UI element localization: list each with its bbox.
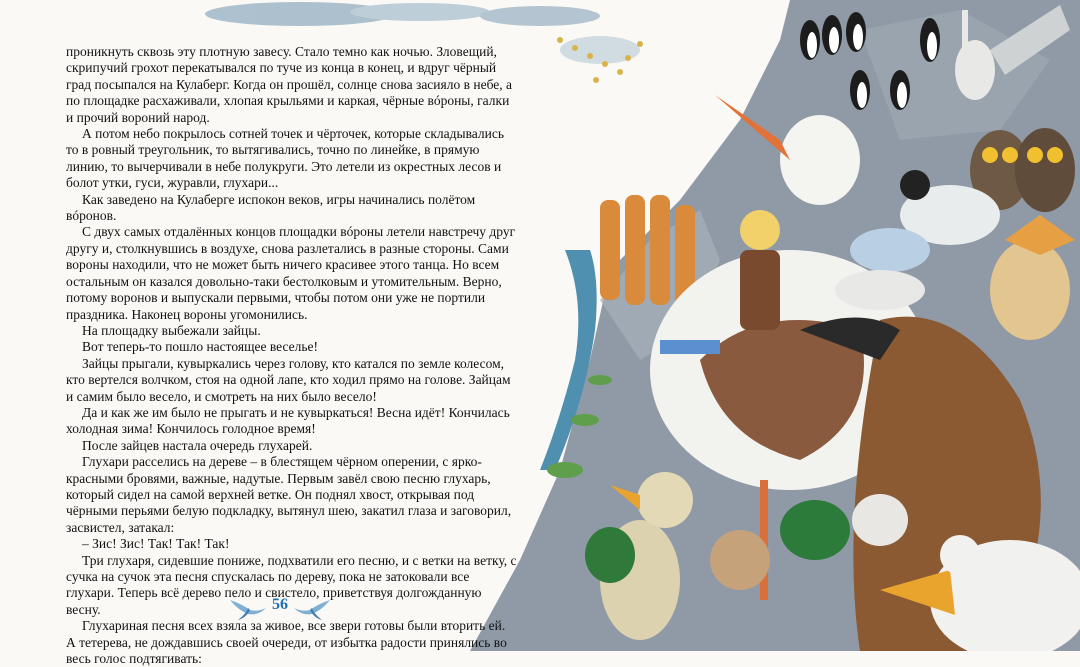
page-number-block (228, 590, 332, 622)
paragraph: Да и как же им было не прыгать и не кувыркаться! Весна идёт! Кончилась холодная зима! Кончилось голодное время! (66, 404, 510, 437)
story-text (66, 44, 518, 667)
paragraph: А потом небо покрылось сотней точек и чёрточек, которые складывались то в ровный треугольник, то вытягивались, точно по линейке, в прямую линию, то вычерчивали в небе полукруги. Это летели из окрестных лесов и болот утки, гуси, журавли, глухари... (66, 126, 504, 191)
swallow-icon-left (228, 592, 268, 622)
paragraph: Глухариная песня всех взяла за живое, все звери готовы были вторить ей. А тетерева, не дождавшись своей очереди, от избытка радости принялись во весь голос подтягивать: (66, 618, 507, 667)
paragraph: – Зис! Зис! Так! Так! Так! (82, 536, 230, 552)
paragraph: Глухари расселись на дереве – в блестящем чёрном оперении, с ярко-красными бровями, важные, надутые. Первым завёл свою песню глухарь, который сидел на самой верхней ветке. Он поднял хвост, открывая под чёрными перьями белую подкладку, вытянул шею, закатил глаза и заговорил, засвистел, затакал: (66, 454, 512, 535)
paragraph: После зайцев настала очередь глухарей. (82, 437, 313, 453)
paragraph: Три глухаря, сидевшие пониже, подхватили его песню, и с ветки на ветку, с сучка на сучок эта песня спускалась по дереву, пока не затоковали все глухари. Теперь всё дерево пело и свистело, приветствуя долгожданную весну. (66, 552, 517, 617)
paragraph: На площадку выбежали зайцы. (82, 322, 261, 338)
paragraph: С двух самых отдалённых концов площадки вóроны летели навстречу друг другу и, столкнувшись в воздухе, снова разлетались в разные стороны. Сами вороны находили, что не может быть ничего красивее этого танца. Но всем остальным он казался довольно-таки бестолковым и утомительным. Верно, потому воронов и выпускали первыми, чтобы потом они уже не портили праздника. Наконец вороны угомонились. (66, 224, 516, 322)
paragraph: Зайцы прыгали, кувыркались через голову, кто катался по земле колесом, кто вертелся волчком, стоя на одной лапе, кто ходил прямо на голове. Зайцам и самим было весело, и смотреть на них было весело! (66, 355, 511, 404)
swallow-icon-right (292, 592, 332, 622)
paragraph: Как заведено на Кулаберге испокон веков, игры начинались полётом вóронов. (66, 191, 476, 224)
page-number: 56 (272, 596, 288, 613)
paragraph: проникнуть сквозь эту плотную завесу. Стало темно как ночью. Зловещий, скрипучий грохот перекатывался по туче из конца в конец, и вдруг чёрный град посыпался на Кулаберг. Когда он прошёл, солнце снова засияло в небе, а по площадке расхаживали, хлопая крыльями и каркая, чёрные вóроны, галки и прочий вороний народ. (66, 44, 512, 125)
paragraph: Вот теперь-то пошло настоящее веселье! (82, 339, 318, 355)
